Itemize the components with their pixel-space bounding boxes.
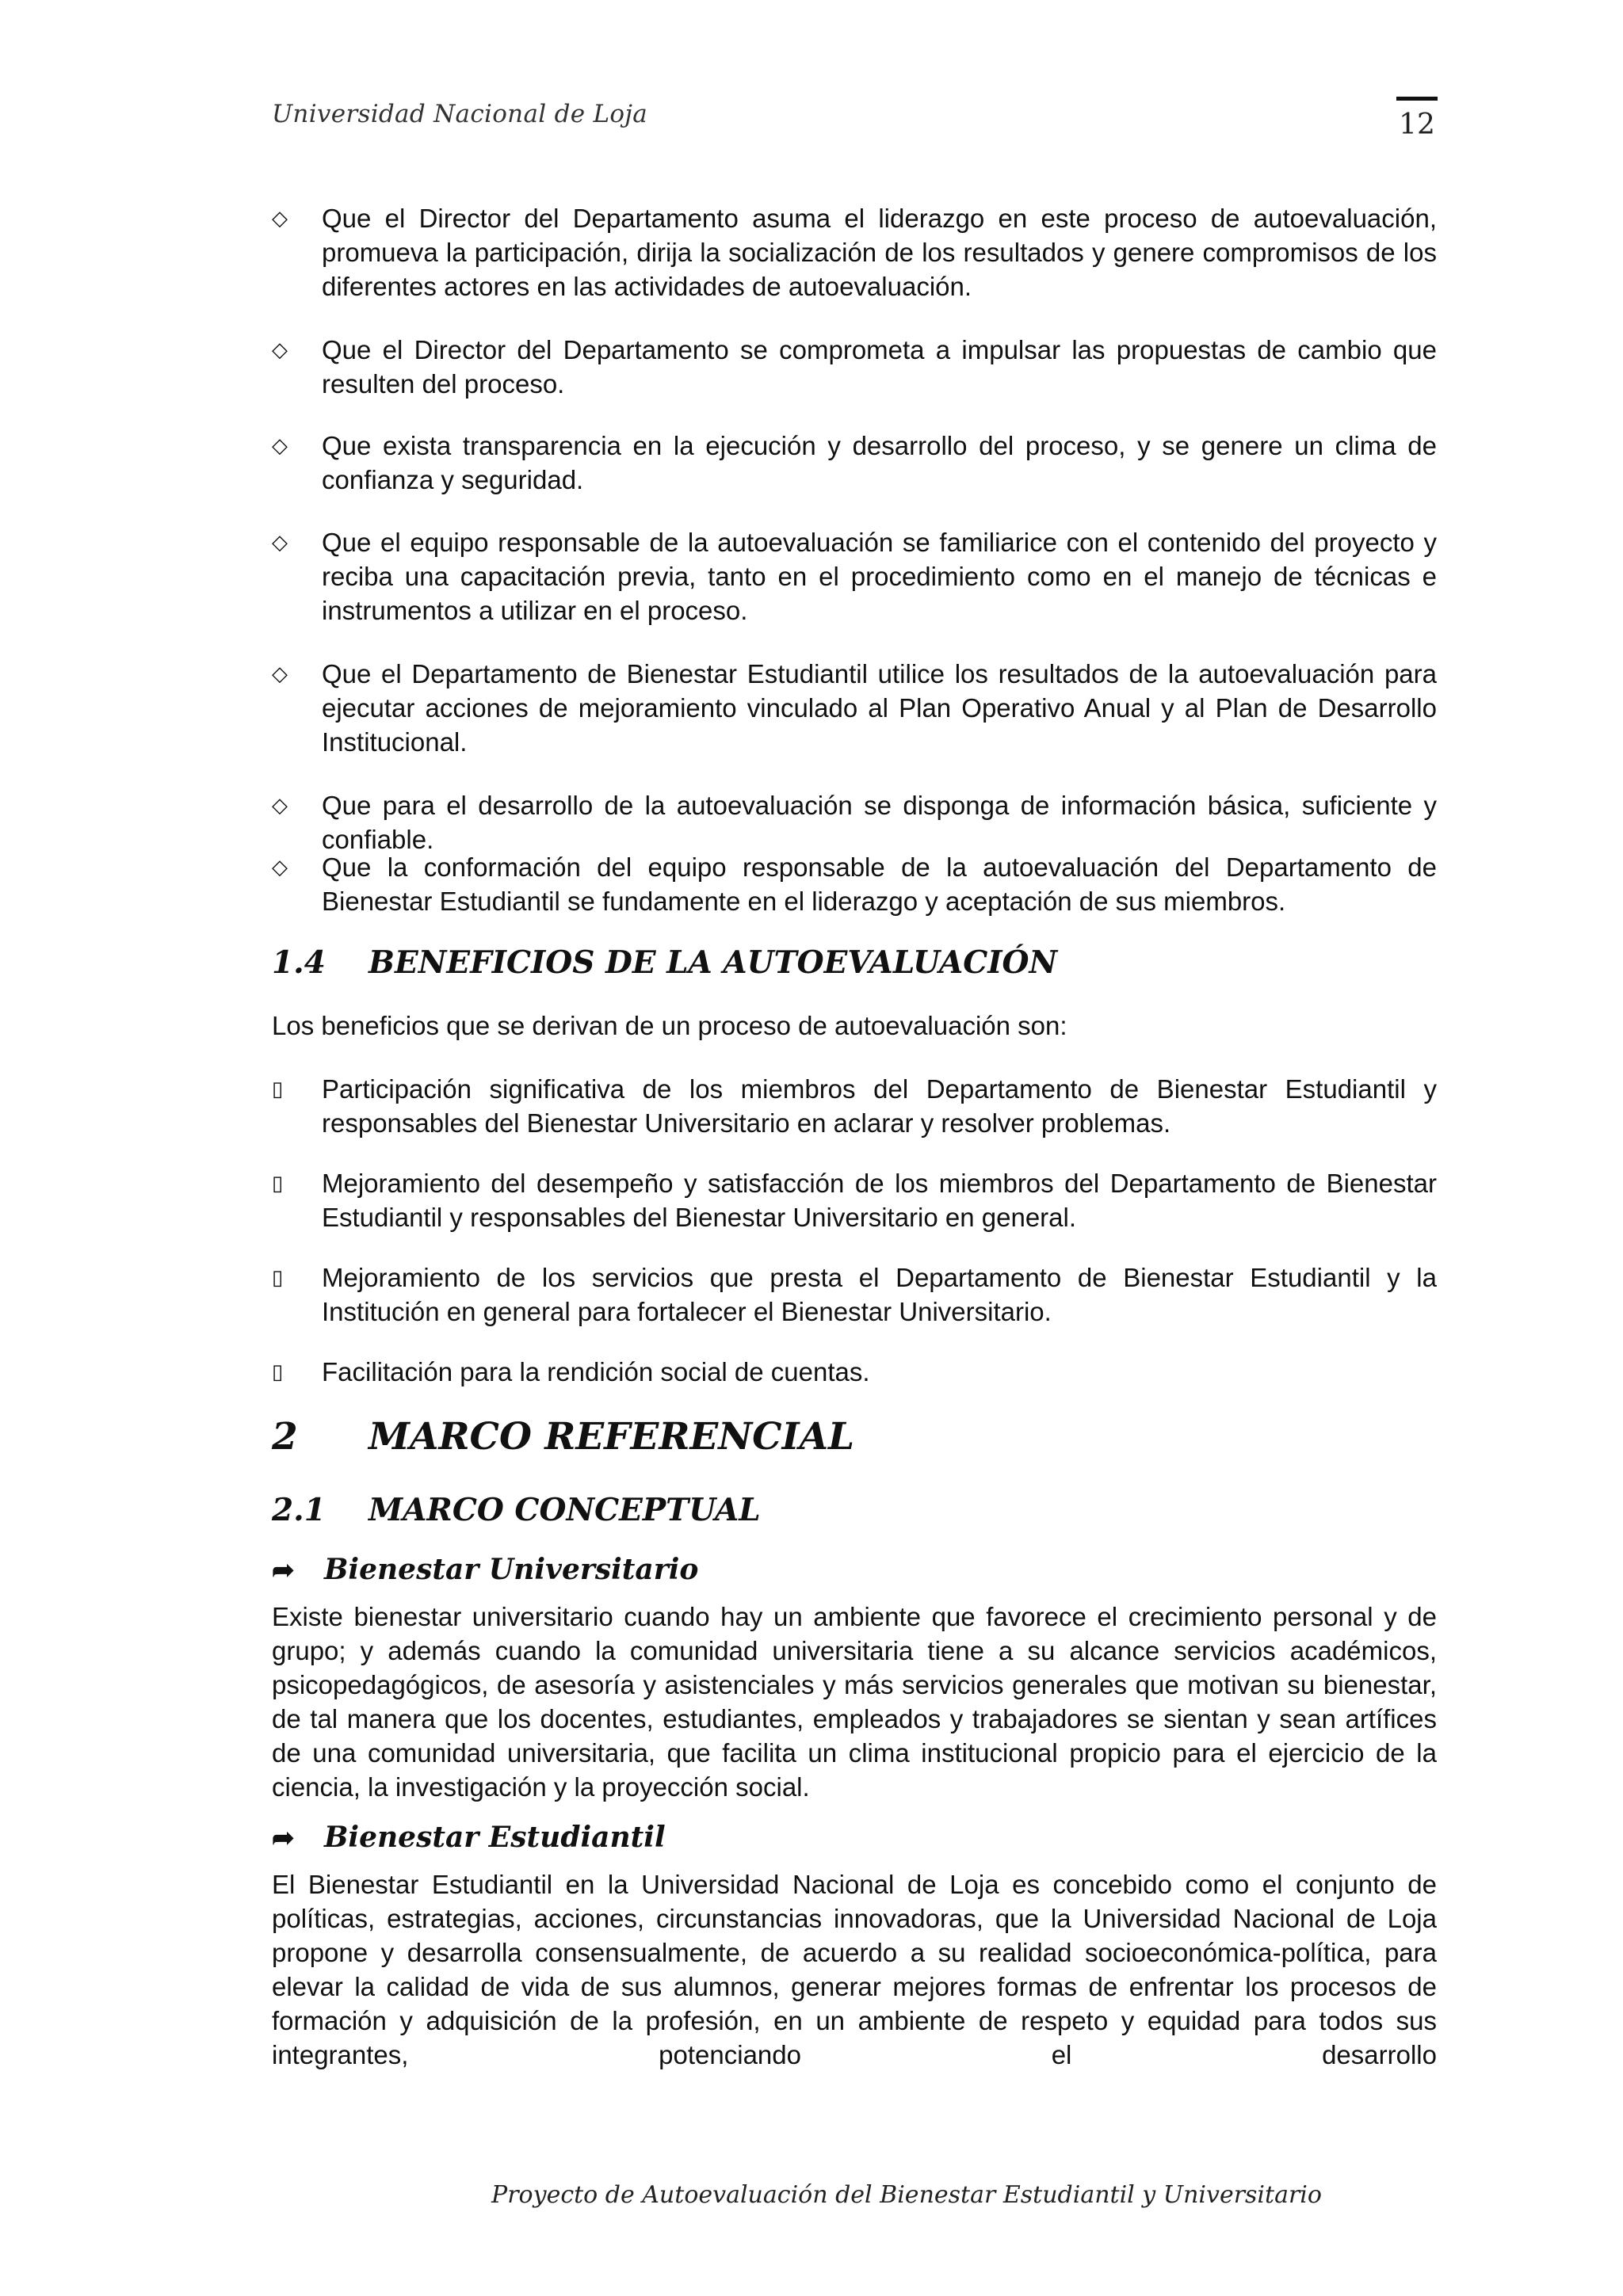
section-number: 2 — [272, 1415, 298, 1459]
condition-text: Que para el desarrollo de la autoevaluación se disponga de información básica, suficiente y confiable. — [322, 791, 1437, 854]
bullet-box-icon: ▯ — [272, 1077, 284, 1100]
condition-text: Que el Director del Departamento asuma el liderazgo en este proceso de autoevaluación, promueva la participación, dirija la socialización de los resultados y genere compromisos de los diferentes actores en las actividades de autoevaluación. — [322, 204, 1437, 301]
diamond-bullet-icon: ◇ — [272, 530, 288, 554]
diamond-bullet-icon: ◇ — [272, 855, 288, 879]
diamond-bullet-icon: ◇ — [272, 206, 288, 230]
condition-item — [272, 657, 1437, 759]
arrow-right-icon: ➦ — [272, 1822, 295, 1854]
condition-item — [272, 333, 1437, 401]
benefit-text: Mejoramiento del desempeño y satisfacción de los miembros del Departamento de Bienestar Estudiantil y responsables del Bienestar Universitario en general. — [322, 1169, 1437, 1232]
condition-text: Que la conformación del equipo responsable de la autoevaluación del Departamento de Bienestar Estudiantil se fundamente en el liderazgo y aceptación de sus miembros. — [322, 852, 1437, 916]
subheading-bienestar-universitario — [272, 1553, 698, 1586]
page-footer: Proyecto de Autoevaluación del Bienestar Estudiantil y Universitario — [491, 2181, 1322, 2209]
diamond-bullet-icon: ◇ — [272, 433, 288, 457]
condition-item — [272, 525, 1437, 627]
benefit-text: Participación significativa de los miembros del Departamento de Bienestar Estudiantil y responsables del Bienestar Universitario en aclarar y resolver problemas. — [322, 1074, 1437, 1138]
benefit-text: Facilitación para la rendición social de cuentas. — [322, 1357, 870, 1386]
bienestar-universitario-text: Existe bienestar universitario cuando hay un ambiente que favorece el crecimiento personal y de grupo; y además cuando la comunidad universitaria tiene a su alcance servicios académicos, psicopedagógicos, de asesoría y asistenciales y más servicios generales que motivan su bienestar, de tal manera que los docentes, estudiantes, empleados y trabajadores se sientan y sean artífices de una comunidad universitaria, que facilita un clima institucional propicio para el ejercicio de la ciencia, la investigación y la proyección social. — [272, 1602, 1437, 1802]
subheading-bienestar-estudiantil — [272, 1821, 666, 1854]
condition-text: Que exista transparencia en la ejecución y desarrollo del proceso, y se genere un clima de confianza y seguridad. — [322, 431, 1437, 494]
arrow-right-icon: ➦ — [272, 1554, 295, 1586]
subheading-title: Bienestar Universitario — [324, 1553, 699, 1586]
condition-text: Que el equipo responsable de la autoevaluación se familiarice con el contenido del proyecto y reciba una capacitación previa, tanto en el procedimiento como en el manejo de técnicas e instrumentos a utilizar en el proceso. — [322, 528, 1437, 625]
section-title: MARCO CONCEPTUAL — [369, 1492, 761, 1528]
section-number: 2.1 — [272, 1492, 326, 1528]
benefit-item — [272, 1355, 1437, 1389]
page-number: 12 — [1396, 97, 1438, 141]
bienestar-estudiantil-text: El Bienestar Estudiantil en la Universidad Nacional de Loja es concebido como el conjunto de políticas, estrategias, acciones, circunstancias innovadoras, que la Universidad Nacional de Loja propone y desarrolla consensualmente, de acuerdo a su realidad socioeconómica-política, para elevar la calidad de vida de sus alumnos, generar mejores formas de enfrentar los procesos de formación y adquisición de la profesión, en un ambiente de respeto y equidad para todos sus integrantes, potenciando el desarrollo — [272, 1870, 1437, 2069]
section-heading-1-4 — [272, 944, 1057, 981]
section-heading-2-1 — [272, 1492, 761, 1528]
bullet-box-icon: ▯ — [272, 1360, 284, 1383]
header-institution: Universidad Nacional de Loja — [272, 100, 648, 128]
diamond-bullet-icon: ◇ — [272, 793, 288, 817]
benefit-text: Mejoramiento de los servicios que presta el Departamento de Bienestar Estudiantil y la Institución en general para fortalecer el Bienestar Universitario. — [322, 1263, 1437, 1326]
condition-item — [272, 201, 1437, 303]
benefits-intro: Los beneficios que se derivan de un proceso de autoevaluación son: — [272, 1011, 1067, 1040]
condition-item — [272, 429, 1437, 497]
subheading-title: Bienestar Estudiantil — [324, 1821, 666, 1854]
condition-item — [272, 850, 1437, 918]
condition-item — [272, 788, 1437, 856]
diamond-bullet-icon: ◇ — [272, 338, 288, 361]
condition-text: Que el Director del Departamento se comprometa a impulsar las propuestas de cambio que resulten del proceso. — [322, 335, 1437, 399]
section-title: BENEFICIOS DE LA AUTOEVALUACIÓN — [369, 944, 1058, 981]
bullet-box-icon: ▯ — [272, 1265, 284, 1289]
diamond-bullet-icon: ◇ — [272, 662, 288, 685]
bullet-box-icon: ▯ — [272, 1171, 284, 1195]
benefit-item — [272, 1261, 1437, 1329]
condition-text: Que el Departamento de Bienestar Estudiantil utilice los resultados de la autoevaluación para ejecutar acciones de mejoramiento vinculado al Plan Operativo Anual y al Plan de Desarrollo Institucional. — [322, 659, 1437, 757]
section-heading-2 — [272, 1415, 854, 1459]
section-title: MARCO REFERENCIAL — [369, 1415, 855, 1459]
section-number: 1.4 — [272, 944, 326, 981]
benefit-item — [272, 1166, 1437, 1234]
benefit-item — [272, 1072, 1437, 1140]
